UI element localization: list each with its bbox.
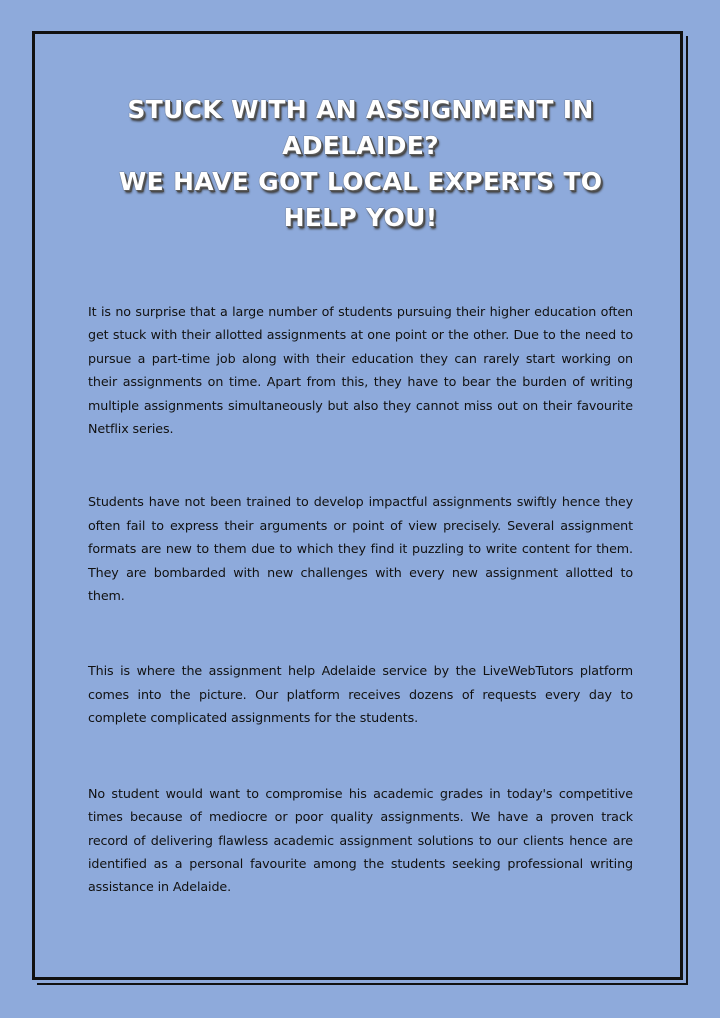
paragraph-intro: It is no surprise that a large number of students pursuing their higher education often get stuck with their allotted assignments at one point or the other. Due to the need to pursue a part-time job along with their education they can rarely start working on their assignments on time. Apart from this, they have to bear the burden of writing multiple assignments simultaneously but also they cannot miss out on their favourite Netflix series. bbox=[88, 304, 633, 437]
title-line-1: STUCK WITH AN ASSIGNMENT IN bbox=[127, 95, 594, 124]
page-title bbox=[88, 92, 633, 236]
paragraph-challenges: Students have not been trained to develop impactful assignments swiftly hence they often fail to express their arguments or point of view precisely. Several assignment formats are new to them due to which they find it puzzling to write content for them. They are bombarded with new challenges with every new assignment allotted to them. bbox=[88, 494, 633, 604]
title-line-3: WE HAVE GOT LOCAL EXPERTS TO bbox=[118, 167, 603, 196]
article-body bbox=[88, 300, 633, 899]
title-line-4: HELP YOU! bbox=[283, 203, 438, 232]
paragraph-quality: No student would want to compromise his academic grades in today's competitive times because of mediocre or poor quality assignments. We have a proven track record of delivering flawless academic assignment solutions to our clients hence are identified as a personal favourite among the students seeking professional writing assistance in Adelaide. bbox=[88, 785, 633, 895]
title-line-2: ADELAIDE? bbox=[282, 131, 439, 160]
paragraph-service: This is where the assignment help Adelaide service by the LiveWebTutors platform comes into the picture. Our platform receives dozens of requests every day to complete complicated assignments for the students. bbox=[88, 663, 633, 726]
